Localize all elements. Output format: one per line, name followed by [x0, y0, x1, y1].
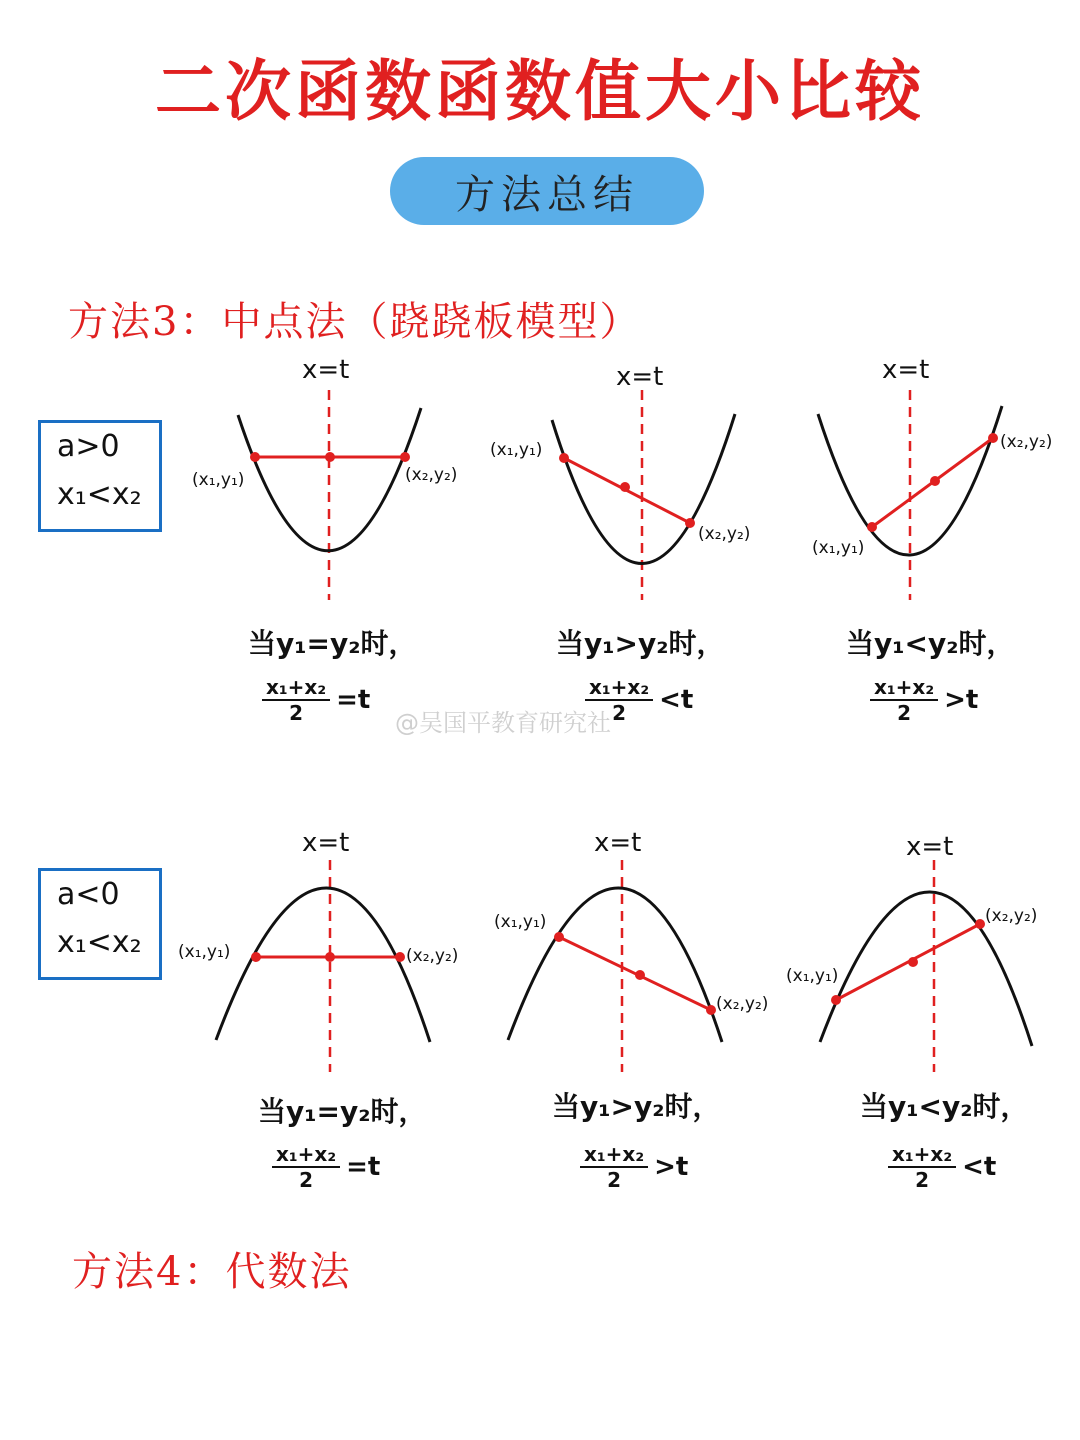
point-1: [559, 453, 569, 463]
point-2-label: (x₂,y₂): [985, 906, 1038, 926]
fraction-relation: =t: [336, 685, 371, 715]
point-2: [706, 1005, 716, 1015]
case-fraction: [888, 1142, 996, 1192]
parabola-curve: [216, 888, 430, 1042]
case-condition: 当y₁<y₂时，: [860, 1090, 1029, 1123]
fraction-denominator: 2: [897, 701, 911, 725]
fraction-denominator: 2: [612, 701, 626, 725]
condition-x: x₁<x₂: [57, 477, 142, 512]
condition-a: a>0: [57, 429, 120, 464]
parabola-graph: [210, 400, 450, 600]
midpoint: [930, 476, 940, 486]
fraction-denominator: 2: [915, 1168, 929, 1192]
point-2: [400, 452, 410, 462]
parabola-graph: [522, 400, 762, 600]
fraction-relation: >t: [944, 685, 979, 715]
case-condition: 当y₁=y₂时，: [248, 627, 417, 660]
parabola-graph: [790, 400, 1030, 600]
point-1-label: (x₁,y₁): [490, 440, 543, 460]
point-1: [867, 522, 877, 532]
point-2: [975, 919, 985, 929]
fraction-denominator: 2: [607, 1168, 621, 1192]
point-1: [831, 995, 841, 1005]
condition-box-up: [38, 420, 162, 532]
point-1-label: (x₁,y₁): [812, 538, 865, 558]
fraction-numerator: x₁+x₂: [589, 675, 650, 699]
point-1: [250, 452, 260, 462]
midpoint: [620, 482, 630, 492]
point-2-label: (x₂,y₂): [698, 524, 751, 544]
point-1-label: (x₁,y₁): [494, 912, 547, 932]
point-1-label: (x₁,y₁): [178, 942, 231, 962]
axis-label: x=t: [882, 355, 930, 385]
fraction-numerator: x₁+x₂: [584, 1142, 645, 1166]
axis-label: x=t: [906, 832, 954, 862]
fraction-relation: <t: [962, 1152, 997, 1182]
point-2-label: (x₂,y₂): [406, 946, 459, 966]
parabola-graph: [814, 860, 1054, 1060]
point-2-label: (x₂,y₂): [716, 994, 769, 1014]
case-condition: 当y₁<y₂时，: [846, 627, 1015, 660]
condition-box-down: [38, 868, 162, 980]
watermark: @吴国平教育研究社: [395, 709, 611, 737]
fraction-numerator: x₁+x₂: [874, 675, 935, 699]
segment: [559, 937, 711, 1010]
condition-x: x₁<x₂: [57, 925, 142, 960]
case-fraction: [580, 1142, 688, 1192]
point-2-label: (x₂,y₂): [405, 465, 458, 485]
case-fraction: [870, 675, 978, 725]
midpoint: [325, 452, 335, 462]
axis-label: x=t: [616, 362, 664, 392]
fraction-denominator: 2: [299, 1168, 313, 1192]
method3-heading: 方法3：中点法（跷跷板模型）: [68, 299, 642, 345]
axis-label: x=t: [594, 828, 642, 858]
fraction-numerator: x₁+x₂: [276, 1142, 337, 1166]
axis-label: x=t: [302, 828, 350, 858]
midpoint: [325, 952, 335, 962]
midpoint: [635, 970, 645, 980]
midpoint: [908, 957, 918, 967]
case-fraction: [272, 1142, 380, 1192]
fraction-numerator: x₁+x₂: [892, 1142, 953, 1166]
point-1: [554, 932, 564, 942]
method4-heading: 方法4：代数法: [72, 1249, 352, 1295]
case-condition: 当y₁=y₂时，: [258, 1095, 427, 1128]
subtitle-badge: [390, 157, 704, 225]
page-title: 二次函数函数值大小比较: [155, 53, 925, 130]
point-2-label: (x₂,y₂): [1000, 432, 1053, 452]
fraction-numerator: x₁+x₂: [266, 675, 327, 699]
axis-label: x=t: [302, 355, 350, 385]
point-1-label: (x₁,y₁): [786, 966, 839, 986]
fraction-relation: =t: [346, 1152, 381, 1182]
point-2: [988, 433, 998, 443]
fraction-denominator: 2: [289, 701, 303, 725]
condition-a: a<0: [57, 877, 120, 912]
point-2: [685, 518, 695, 528]
subtitle-text: 方法总结: [455, 171, 639, 218]
parabola-graph: [502, 860, 742, 1060]
point-2: [395, 952, 405, 962]
case-condition: 当y₁>y₂时，: [556, 627, 725, 660]
case-fraction: [262, 675, 370, 725]
case-condition: 当y₁>y₂时，: [552, 1090, 721, 1123]
point-1-label: (x₁,y₁): [192, 470, 245, 490]
point-1: [251, 952, 261, 962]
fraction-relation: <t: [659, 685, 694, 715]
fraction-relation: >t: [654, 1152, 689, 1182]
